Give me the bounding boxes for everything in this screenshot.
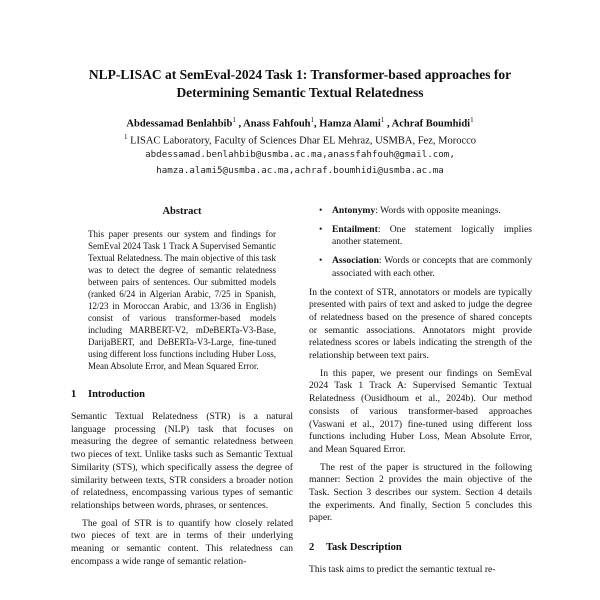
author-name: Anass Fahfouh: [243, 118, 311, 130]
author-name: Achraf Boumhidi: [391, 118, 471, 130]
abstract-heading: Abstract: [162, 206, 202, 217]
list-item: [319, 205, 532, 218]
author-affiliation-mark: 1: [310, 116, 315, 124]
context-paragraph: In the context of STR, annotators or models are typically presented with pairs of text and asked to judge the degree of relatedness based on the presence of shared concepts or semantic associations. Annotators might provide relatedness scores or labels indicating the strength of the relationship between text pairs.: [309, 286, 532, 362]
section-title: Introduction: [88, 389, 145, 400]
bullet-icon: •: [319, 255, 323, 267]
introduction-paragraph-2: The goal of STR is to quantify how closely related two pieces of text are in terms of their underlying meaning or semantic content. This relatedness can encompass a wide range of semantic relation-: [71, 517, 293, 567]
title-line-2: Determining Semantic Textual Relatedness: [176, 85, 424, 100]
bullet-icon: •: [319, 223, 323, 235]
paper-title: [40, 66, 560, 102]
section-number: 1: [71, 389, 77, 400]
bullet-icon: •: [319, 205, 323, 216]
author-affiliation-mark: 1: [380, 116, 385, 124]
relation-term: Entailment: [332, 223, 378, 235]
email-line-1[interactable]: abdessamad.benlahbib@usmba.ac.ma,anassfahfouh@gmail.com,: [145, 149, 455, 160]
relation-term: Antonymy: [332, 205, 376, 216]
author-list: [20, 113, 580, 132]
author-affiliation-mark: 1: [470, 116, 474, 124]
author-affiliation-mark: 1: [232, 116, 236, 124]
author-separator: ,: [235, 118, 244, 130]
relation-description: : Words or concepts that are commonly associated with each other.: [332, 255, 532, 279]
findings-paragraph: In this paper, we present our findings on SemEval 2024 Task 1 Track A: Supervised Semantic Textual Relatedness (Ousidhoum et al., 2024b). Our method consists of various transformer-based approaches (Vaswani et al., 2017) fine-tuned using different loss functions including Huber Loss, Mean Absolute Error, and Mean Squared Error.: [309, 367, 532, 455]
list-item: [319, 224, 532, 249]
relation-term: Association: [332, 255, 379, 267]
title-line-1: NLP-LISAC at SemEval-2024 Task 1: Transformer-based approaches for: [88, 67, 512, 82]
author-separator: ,: [314, 118, 320, 130]
left-column: [71, 205, 293, 568]
section-title: Task Description: [326, 542, 402, 554]
section-heading-introduction: [71, 388, 293, 401]
relation-description: : Words with opposite meanings.: [375, 205, 501, 216]
list-item: [319, 255, 532, 280]
abstract-text: This paper presents our system and findings for SemEval 2024 Task 1 Track A Supervised Semantic Textual Relatedness. The main objective of this task was to detect the degree of semantic relatedness between pairs of sentences. Our submitted models (ranked 6/24 in Algerian Arabic, 7/25 in Spanish, 12/23 in Moroccan Arabic, and 13/36 in English) consist of various transformer-based models including MARBERT-V2, mDeBERTa-V3-Base, DarijaBERT, and DeBERTa-V3-Large, fine-tuned using different loss functions including Huber Loss, Mean Absolute Error, and Mean Squared Error.: [88, 229, 276, 371]
affiliation-mark: 1: [123, 133, 128, 141]
relation-type-list: [309, 205, 532, 281]
right-column: [309, 205, 532, 577]
affiliation-text: LISAC Laboratory, Faculty of Sciences Dhar EL Mehraz, USMBA, Fez, Morocco: [127, 135, 477, 147]
introduction-paragraph-1: Semantic Textual Relatedness (STR) is a natural language processing (NLP) task that focuses on measuring the degree of semantic relatedness between two pieces of text. Unlike tasks such as Semantic Textual Similarity (STS), which specifically assess the degree of similarity between texts, STR considers a broader notion of relatedness, encompassing various types of semantic relationships between words, phrases, or sentences.: [71, 411, 293, 511]
section-number: 2: [309, 542, 315, 554]
email-line-2[interactable]: hamza.alami5@usmba.ac.ma,achraf.boumhidi@usmba.ac.ma: [156, 165, 444, 176]
author-emails: [20, 147, 580, 179]
affiliation: [20, 130, 580, 149]
relation-description: : One statement logically implies another statement.: [332, 223, 532, 248]
structure-paragraph: The rest of the paper is structured in the following manner: Section 2 provides the main objective of the Task. Section 3 describes our system. Section 4 details the experiments. And finally, Section 5 concludes this paper.: [309, 461, 532, 524]
section-heading-task-description: [309, 541, 532, 554]
author-name: Abdessamad Benlahbib: [126, 118, 233, 130]
author-separator: ,: [384, 118, 392, 130]
author-name: Hamza Alami: [319, 118, 381, 130]
task-description-paragraph: This task aims to predict the semantic textual re-: [309, 564, 496, 576]
